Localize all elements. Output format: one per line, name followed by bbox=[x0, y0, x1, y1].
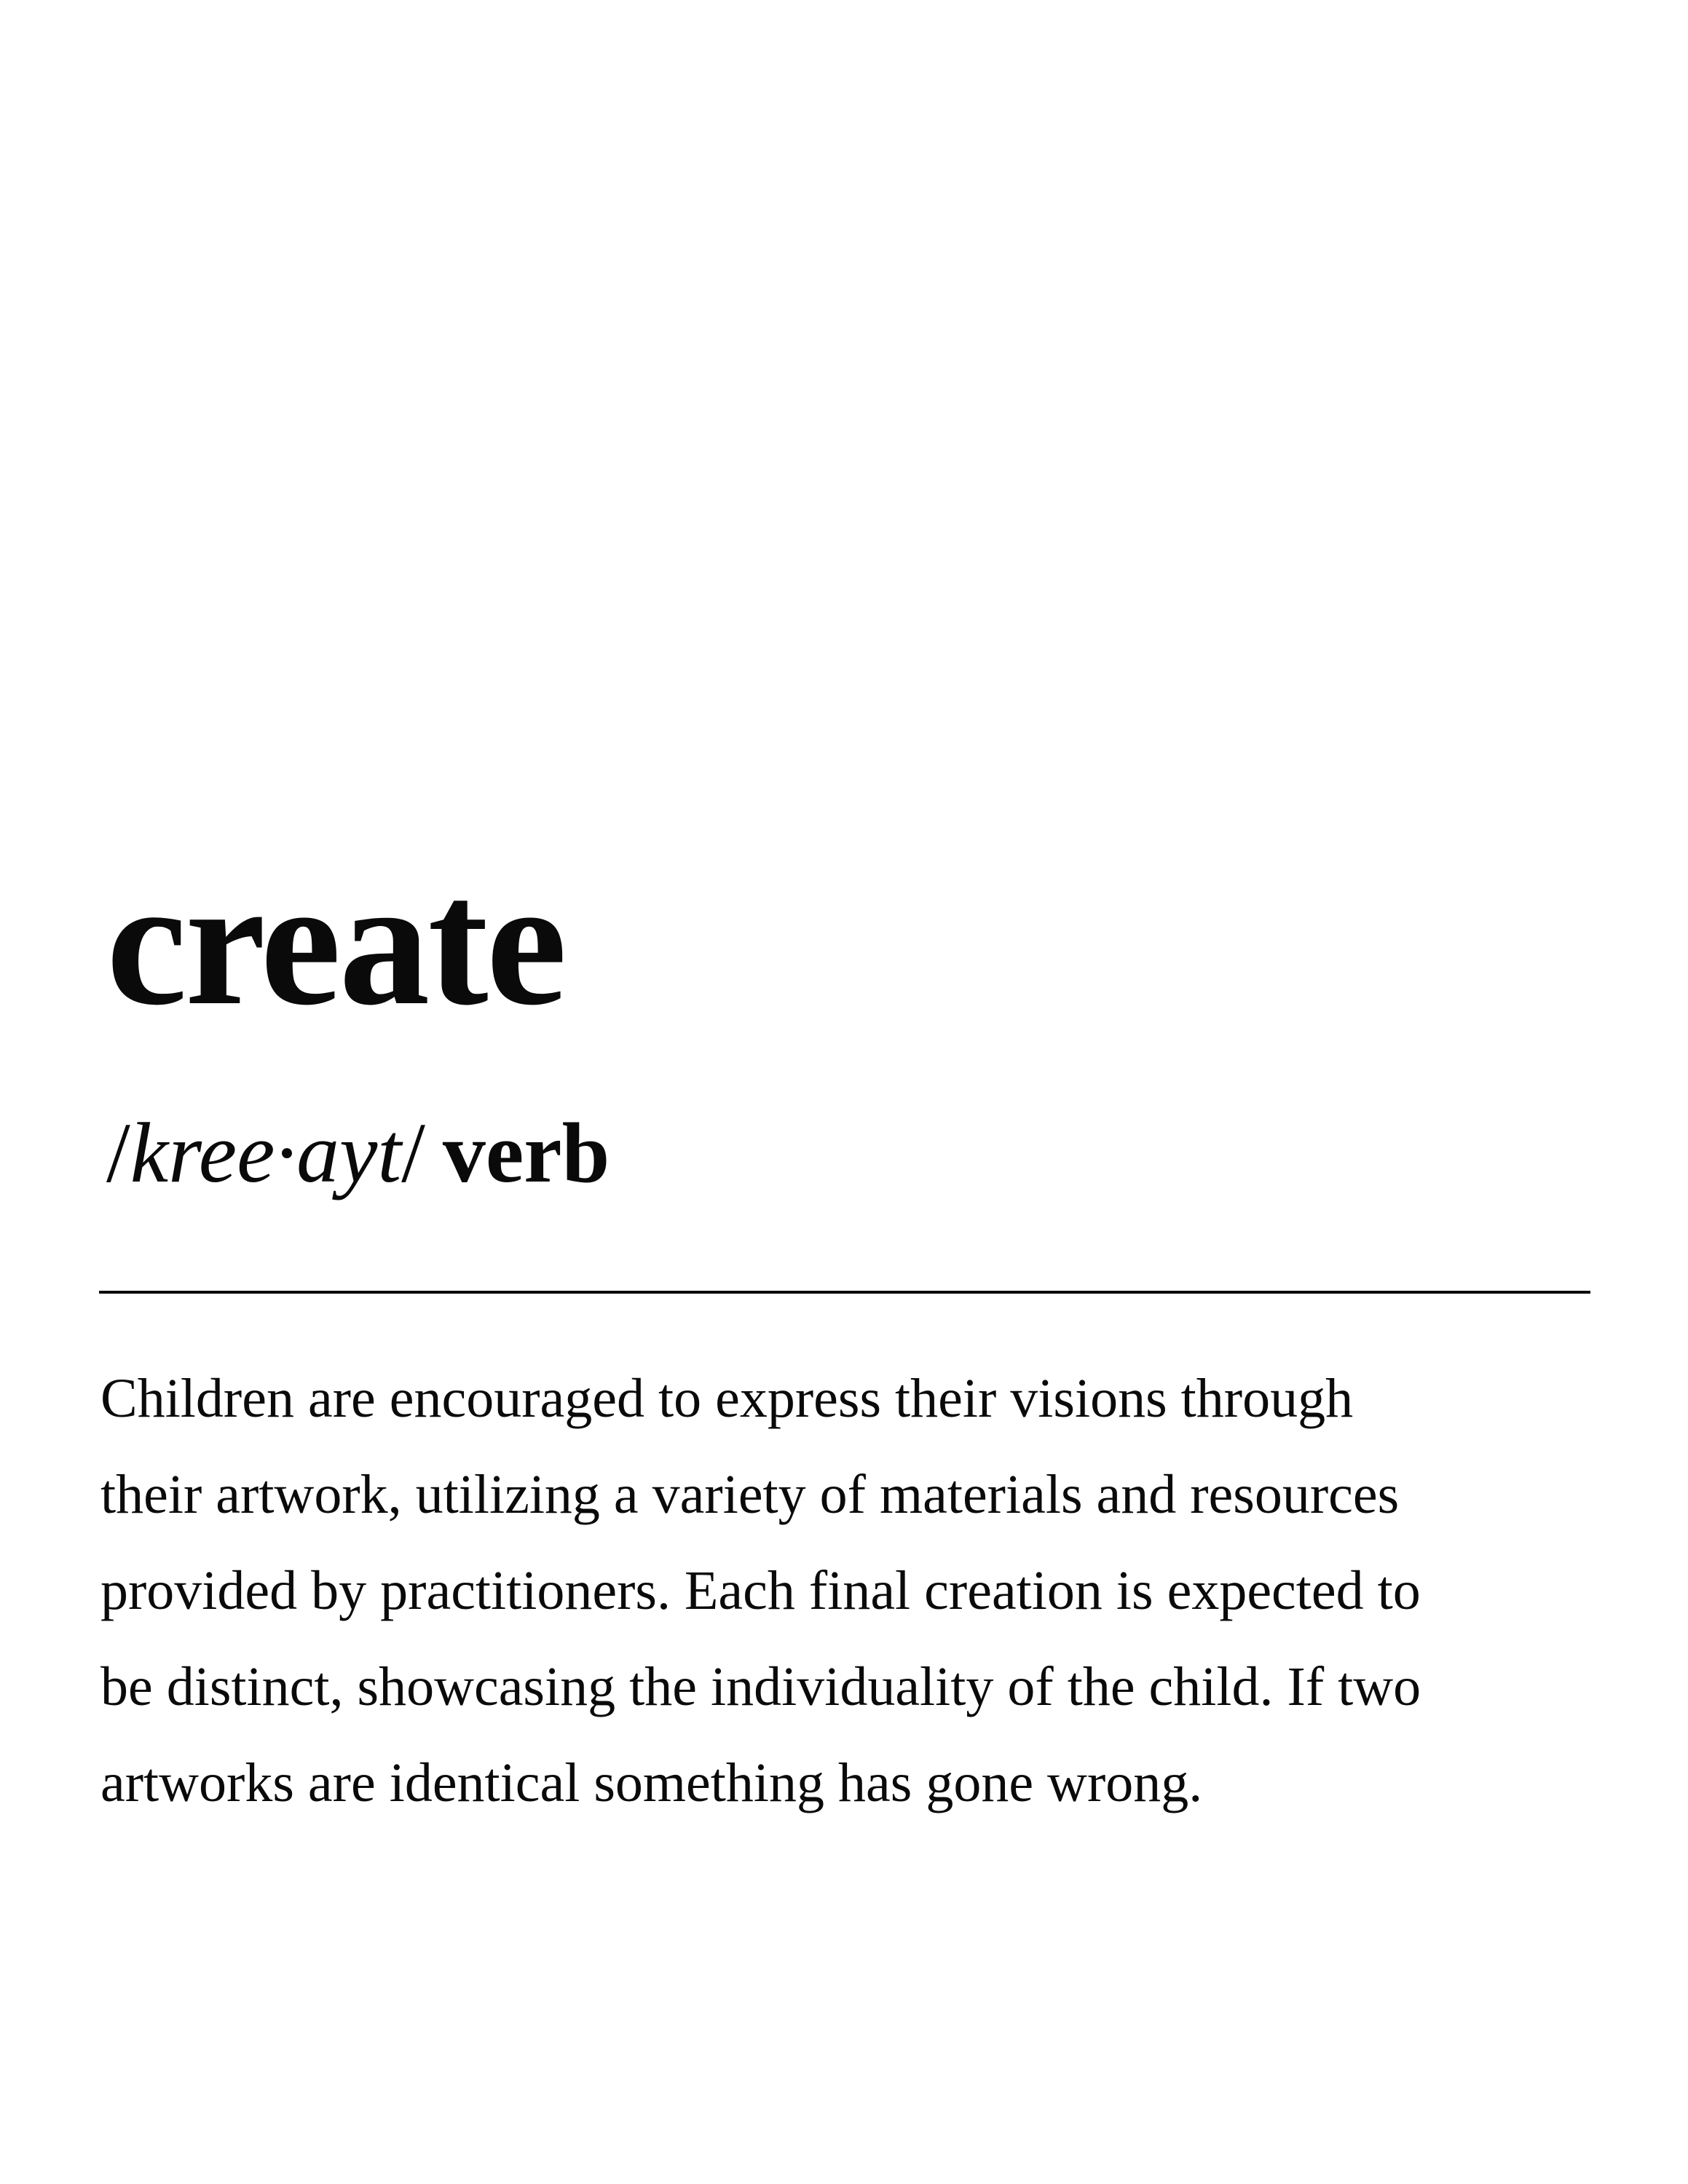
pronunciation: kree·ayt bbox=[130, 1105, 402, 1200]
definition-text: Children are encouraged to express their visions through their artwork, utilizing a variety of materials and resources provided by practitioners. Each final creation is expected to be distinct, showcasing the individuality of the child. If two artworks are identical something has gone wrong. bbox=[100, 1368, 1421, 1813]
pronunciation-open-slash: / bbox=[106, 1105, 130, 1200]
pronunciation-close-slash: / bbox=[401, 1105, 425, 1200]
headword: create bbox=[106, 842, 565, 1043]
part-of-speech: verb bbox=[442, 1105, 610, 1200]
pronunciation-line bbox=[106, 1105, 610, 1200]
divider-line bbox=[99, 1291, 1590, 1294]
